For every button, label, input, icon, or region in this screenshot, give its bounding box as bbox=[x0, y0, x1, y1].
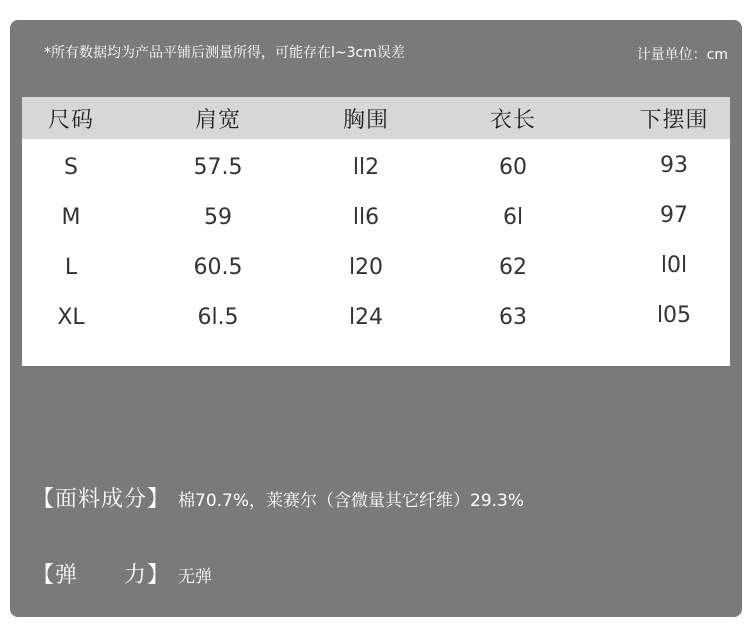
elasticity bbox=[32, 558, 212, 589]
table-body bbox=[22, 139, 730, 366]
fabric-composition-value: 棉70.7%，莱赛尔（含微量其它纤维）29.3% bbox=[178, 491, 525, 511]
table-cell: 57.5 bbox=[193, 155, 243, 180]
table-cell: l20 bbox=[348, 255, 384, 280]
table-cell: 60 bbox=[499, 155, 527, 180]
size-table bbox=[22, 97, 730, 366]
table-cell: ll2 bbox=[352, 155, 380, 180]
column-header: 衣长 bbox=[489, 108, 537, 133]
table-cell: 63 bbox=[499, 305, 527, 330]
column-header: 肩宽 bbox=[194, 108, 242, 133]
table-cell: 93 bbox=[660, 153, 688, 178]
table-cell: l05 bbox=[656, 303, 692, 328]
table-cell: 97 bbox=[660, 203, 688, 228]
table-header-row bbox=[22, 97, 730, 139]
table-cell: 59 bbox=[204, 205, 232, 230]
table-cell: l0l bbox=[660, 253, 688, 278]
column-header: 胸围 bbox=[342, 108, 390, 133]
column-header: 尺码 bbox=[47, 108, 95, 133]
unit-label: 计量单位：cm bbox=[636, 47, 728, 63]
column-header: 下摆围 bbox=[639, 108, 709, 133]
table-cell: L bbox=[64, 255, 78, 280]
table-cell: S bbox=[64, 155, 78, 180]
fabric-composition bbox=[32, 482, 524, 513]
table-cell: l24 bbox=[348, 305, 384, 330]
table-cell: M bbox=[61, 205, 81, 230]
elasticity-value: 无弹 bbox=[178, 567, 213, 587]
fabric-composition-label: 【面料成分】 bbox=[32, 487, 171, 512]
measurement-note: *所有数据均为产品平铺后测量所得，可能存在l~3cm误差 bbox=[44, 45, 405, 61]
elasticity-label: 【弹 力】 bbox=[32, 563, 171, 588]
table-cell: 6l.5 bbox=[197, 305, 239, 330]
table-cell: 62 bbox=[499, 255, 527, 280]
table-cell: ll6 bbox=[352, 205, 380, 230]
table-cell: XL bbox=[57, 305, 85, 330]
table-cell: 6l bbox=[502, 205, 524, 230]
table-cell: 60.5 bbox=[193, 255, 243, 280]
